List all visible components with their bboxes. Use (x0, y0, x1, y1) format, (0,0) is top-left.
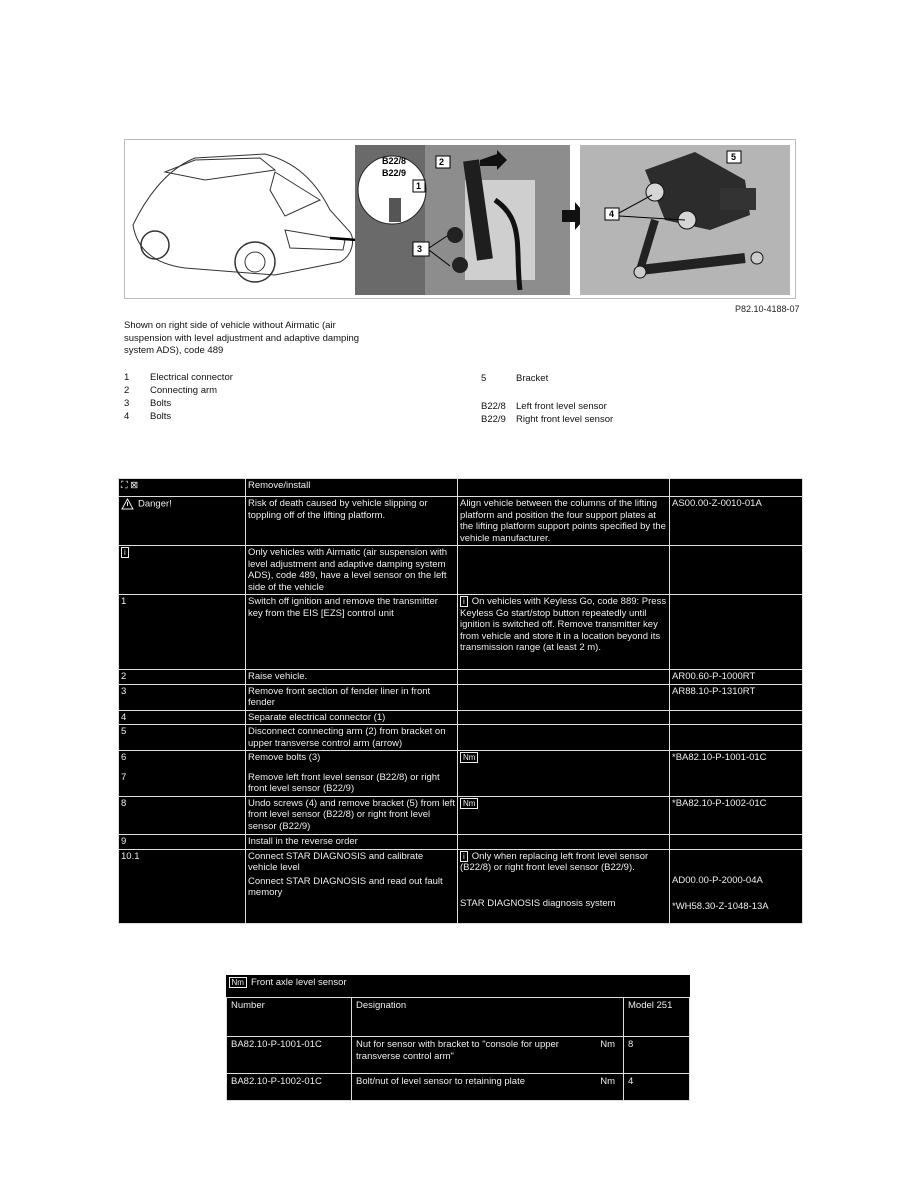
torque-title-row (227, 975, 690, 998)
legend-text: Electrical connector (150, 372, 233, 383)
torque-icon: Nm (460, 798, 478, 809)
info-icon: i (460, 851, 468, 862)
callout-4: 4 (609, 209, 615, 219)
danger-ref: AS00.00-Z-0010-01A (670, 497, 803, 546)
table-row (119, 796, 803, 834)
photo-sensor-removed (580, 145, 790, 295)
step-ref (670, 595, 803, 670)
step-number: 3 (119, 684, 246, 710)
step-note: Only when replacing left front level sensor (B22/8) or right front level sensor (B22/9). (460, 850, 649, 874)
torque-icon: Nm (229, 977, 247, 988)
table-row (119, 849, 803, 924)
legend-text: Right front level sensor (516, 414, 614, 425)
car-drawing (133, 154, 385, 282)
step-ref: *BA82.10-P-1002-01C (670, 796, 803, 834)
col-designation: Designation (352, 998, 624, 1037)
table-row (119, 670, 803, 685)
step-number: 7 (121, 771, 127, 783)
table-row (119, 710, 803, 725)
danger-text: Risk of death caused by vehicle slipping or toppling off of the lifting platform. (246, 497, 458, 546)
table-row (119, 725, 803, 751)
torque-value: 8 (624, 1036, 690, 1074)
legend-num: 5 (481, 373, 487, 384)
callout-3: 3 (417, 244, 423, 254)
info-icon: i (460, 596, 468, 607)
legend-text: Connecting arm (150, 385, 218, 396)
step-number: 6 (121, 752, 127, 763)
unit: Nm (600, 1076, 615, 1088)
step-ref: AR00.60-P-1000RT (670, 670, 803, 685)
info-icon: i (121, 547, 129, 558)
warning-triangle-icon (121, 498, 134, 510)
table-row (119, 834, 803, 849)
step-number: 2 (119, 670, 246, 685)
step-number: 8 (119, 796, 246, 834)
step-number: 4 (119, 710, 246, 725)
designation: Bolt/nut of level sensor to retaining plate (356, 1076, 525, 1088)
header-title: Remove/install (246, 479, 458, 497)
step-number: 10.1 (119, 849, 246, 924)
designation: Nut for sensor with bracket to "console for upper transverse control arm" (356, 1038, 559, 1062)
legend-right (481, 372, 731, 432)
callout-1: 1 (416, 181, 422, 191)
step-text: Remove left front level sensor (B22/8) or right front level sensor (B22/9) (248, 771, 440, 794)
legend-num: 4 (124, 411, 130, 422)
torque-value: 4 (624, 1074, 690, 1101)
table-row (119, 497, 803, 546)
legend-num: 3 (124, 398, 130, 409)
step-ref: *WH58.30-Z-1048-13A (672, 901, 769, 912)
step-text: Connect STAR DIAGNOSIS and read out fault memory (248, 875, 443, 898)
table-row (119, 751, 803, 797)
legend-text: Bracket (516, 373, 549, 384)
table-row (227, 1036, 690, 1074)
unit: Nm (600, 1038, 615, 1050)
step-text: Remove front section of fender liner in front fender (246, 684, 458, 710)
procedure-table (118, 478, 803, 924)
step-text: Remove bolts (3) (248, 752, 321, 763)
legend-num: B22/8 (481, 401, 506, 412)
table-row (119, 595, 803, 670)
table-row (227, 1074, 690, 1101)
danger-note: Align vehicle between the columns of the lifting platform and position the four support plates at the lifting platform support points specified by the vehicle manufacturer. (458, 497, 670, 546)
step-note: On vehicles with Keyless Go, code 889: Press Keyless Go start/stop button repeatedly until ignition is switched off. Remove transmitter key from vehicle and store it in a location beyond its transmission range (at least 2 m). (460, 596, 667, 654)
legend-text: Bolts (150, 398, 172, 409)
table-row (119, 684, 803, 710)
torque-title: Front axle level sensor (250, 977, 347, 989)
illustration (125, 140, 795, 298)
figure-caption: Shown on right side of vehicle without Airmatic (air suspension with level adjustment and adaptive damping system ADS), code 489 (124, 320, 360, 356)
callout-b22-9: B22/9 (382, 168, 407, 178)
callout-b22-8: B22/8 (382, 156, 407, 166)
figure-reference: P82.10-4188-07 (735, 304, 800, 314)
torque-table (226, 975, 690, 1101)
step-text: Raise vehicle. (246, 670, 458, 685)
step-text: Connect STAR DIAGNOSIS and calibrate vehicle level (248, 850, 424, 873)
legend-text: Bolts (150, 411, 172, 422)
torque-header-row (227, 998, 690, 1037)
callout-2: 2 (439, 157, 445, 167)
col-number: Number (227, 998, 352, 1037)
header-icons: ⛶ ⊠ (119, 479, 246, 497)
step-ref: AR88.10-P-1310RT (670, 684, 803, 710)
step-ref: AD00.00-P-2000-04A (672, 874, 763, 886)
part-number: BA82.10-P-1001-01C (227, 1036, 352, 1074)
table-row (119, 546, 803, 595)
step-text: Install in the reverse order (246, 834, 458, 849)
step-text: Disconnect connecting arm (2) from bracket on upper transverse control arm (arrow) (246, 725, 458, 751)
legend-num: B22/9 (481, 414, 506, 425)
step-text: Separate electrical connector (1) (246, 710, 458, 725)
danger-label: Danger! (138, 498, 172, 510)
step-number: 5 (119, 725, 246, 751)
legend-num: 1 (124, 372, 130, 383)
col-model: Model 251 (624, 998, 690, 1037)
step-ref: *BA82.10-P-1001-01C (670, 751, 803, 797)
torque-icon: Nm (460, 752, 478, 763)
legend-num: 2 (124, 385, 130, 396)
legend-text: Left front level sensor (516, 401, 607, 412)
part-number: BA82.10-P-1002-01C (227, 1074, 352, 1101)
table-header-row (119, 479, 803, 497)
illustration-panel (124, 139, 796, 299)
step-number: 1 (119, 595, 246, 670)
callout-5: 5 (731, 152, 737, 162)
step-number: 9 (119, 834, 246, 849)
step-text: Switch off ignition and remove the transmitter key from the EIS [EZS] control unit (246, 595, 458, 670)
info-text: Only vehicles with Airmatic (air suspension with level adjustment and adaptive damping system ADS), code 489, have a level sensor on the left side of the vehicle (246, 546, 458, 595)
legend-left (124, 371, 374, 431)
step-text: Undo screws (4) and remove bracket (5) from left front level sensor (B22/8) or right front level sensor (B22/9) (246, 796, 458, 834)
step-note: STAR DIAGNOSIS diagnosis system (460, 897, 616, 909)
